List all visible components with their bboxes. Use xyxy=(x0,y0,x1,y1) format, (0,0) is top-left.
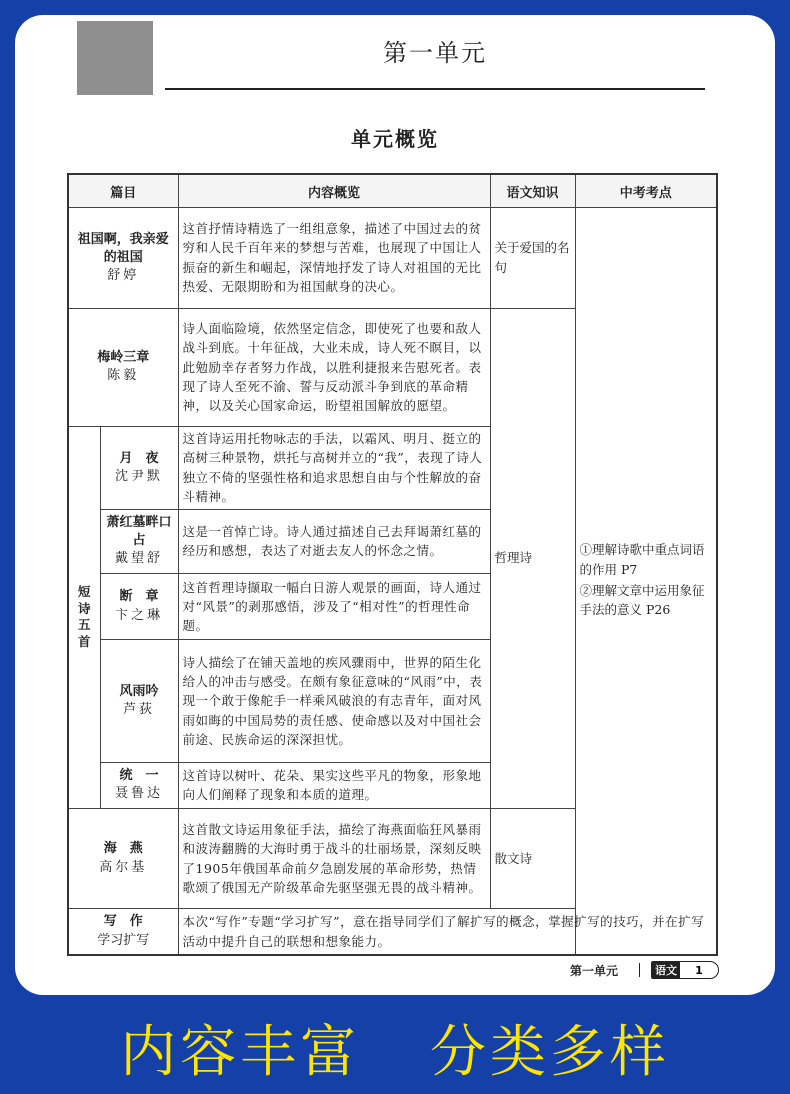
exam-point: ①理解诗歌中重点词语的作用 P7 xyxy=(579,542,705,577)
table-header-row xyxy=(68,174,717,208)
overview-title: 单元概览 xyxy=(351,127,439,151)
poem-title: 断 章 xyxy=(119,589,159,605)
footer-unit: 第一单元 xyxy=(570,964,619,978)
row-content: 诗人描绘了在铺天盖地的疾风骤雨中，世界的陌生化给人的冲击与感受。在颇有象征意味的“风雨”中，表现一个敢于像舵手一样乘风破浪的有志青年，面对风雨如晦的中国局势的责任感、使命感以及对中国社会前途、民族命运的深深担忧。 xyxy=(178,640,490,762)
header-gray-block xyxy=(77,21,153,95)
poem-author: 高尔基 xyxy=(99,859,148,875)
page-badge xyxy=(651,961,719,979)
row-title-cell xyxy=(100,426,178,509)
poem-author: 卞之琳 xyxy=(115,607,164,623)
row-content: 这首散文诗运用象征手法，描绘了海燕面临狂风暴雨和波涛翻腾的大海时勇于战斗的壮丽场景，深刻反映了1905年俄国革命前夕急剧发展的革命形势，热情歌颂了俄国无产阶级革命先驱坚强无畏的战斗精神。 xyxy=(178,808,490,908)
writing-subtitle: 学习扩写 xyxy=(97,932,150,948)
row-content: 本次“写作”专题“学习扩写”，意在指导同学们了解扩写的概念，掌握扩写的技巧，并在扩写活动中提升自己的联想和想象能力。 xyxy=(178,909,717,955)
poem-author: 聂鲁达 xyxy=(115,786,164,802)
knowledge-cell: 哲理诗 xyxy=(490,308,575,808)
row-content: 这首哲理诗撷取一幅白日游人观景的画面，诗人通过对“风景”的剥那感悟，涉及了“相对性”的哲理性命题。 xyxy=(178,574,490,640)
row-content: 这首抒情诗精选了一组组意象，描述了中国过去的贫穷和人民千百年来的梦想与苦难，也展现了中国让人振奋的新生和崛起，深情地抒发了诗人对祖国的无比热爱、无限期盼和为祖国献身的决心。 xyxy=(178,208,490,308)
header-knowledge: 语文知识 xyxy=(490,174,575,208)
row-content: 这首诗以树叶、花朵、果实这些平凡的物象，形象地向人们阐释了现象和本质的道理。 xyxy=(178,762,490,808)
footer-separator xyxy=(639,963,640,977)
writing-title: 写 作 xyxy=(103,914,143,930)
row-title-cell xyxy=(68,208,178,308)
row-title-cell xyxy=(100,509,178,573)
poem-title: 月 夜 xyxy=(119,450,159,466)
exam-point: ②理解文章中运用象征手法的意义 P26 xyxy=(579,583,705,618)
subject-label: 语文 xyxy=(652,962,680,978)
poem-title: 海 燕 xyxy=(103,841,143,857)
row-title-cell xyxy=(100,574,178,640)
exam-points-cell xyxy=(575,208,717,955)
poem-author: 沈尹默 xyxy=(115,468,164,484)
row-title-cell xyxy=(68,308,178,426)
poem-title: 梅岭三章 xyxy=(97,350,150,366)
table-row xyxy=(68,208,717,308)
knowledge-cell: 散文诗 xyxy=(490,808,575,908)
poem-title: 萧红墓畔口占 xyxy=(106,515,172,549)
page-number: 1 xyxy=(695,963,703,977)
poem-author: 陈毅 xyxy=(107,368,140,384)
row-content: 诗人面临险境，依然坚定信念，即使死了也要和敌人战斗到底。十年征战，大业未成，诗人死不瞑目，以此勉励幸存者努力作战，以胜利捷报来告慰死者。表现了诗人至死不渝、誓与反动派斗争到底的革命精神，以及关心国家命运，盼望祖国解放的愿望。 xyxy=(178,308,490,426)
table-row xyxy=(68,909,717,955)
poem-title: 统 一 xyxy=(119,768,159,784)
poem-title: 祖国啊，我亲爱的祖国 xyxy=(77,231,169,265)
promo-slogan: 内容丰富 分类多样 xyxy=(120,1020,670,1085)
knowledge-cell: 关于爱国的名句 xyxy=(490,208,575,308)
poem-author: 芦荻 xyxy=(123,701,156,717)
overview-table xyxy=(67,173,718,956)
header-title: 篇目 xyxy=(68,174,178,208)
poem-author: 戴望舒 xyxy=(115,551,164,567)
unit-title: 第一单元 xyxy=(383,39,487,67)
poem-title: 风雨吟 xyxy=(119,683,159,699)
header-content: 内容概览 xyxy=(178,174,490,208)
document-page xyxy=(15,15,775,995)
row-title-cell xyxy=(68,808,178,908)
header-exam: 中考考点 xyxy=(575,174,717,208)
row-content: 这是一首悼亡诗。诗人通过描述自己去拜谒萧红墓的经历和感想，表达了对逝去友人的怀念之情。 xyxy=(178,509,490,573)
group-label: 短 诗 五 首 xyxy=(68,426,100,808)
row-title-cell xyxy=(100,762,178,808)
row-content: 这首诗运用托物咏志的手法，以霜风、明月、挺立的高树三种景物，烘托与高树并立的“我”，表现了诗人独立不倚的坚强性格和追求思想自由与个性解放的奋斗精神。 xyxy=(178,426,490,509)
row-title-cell xyxy=(68,909,178,955)
poem-author: 舒婷 xyxy=(107,267,140,283)
header-divider xyxy=(165,88,705,90)
row-title-cell xyxy=(100,640,178,762)
